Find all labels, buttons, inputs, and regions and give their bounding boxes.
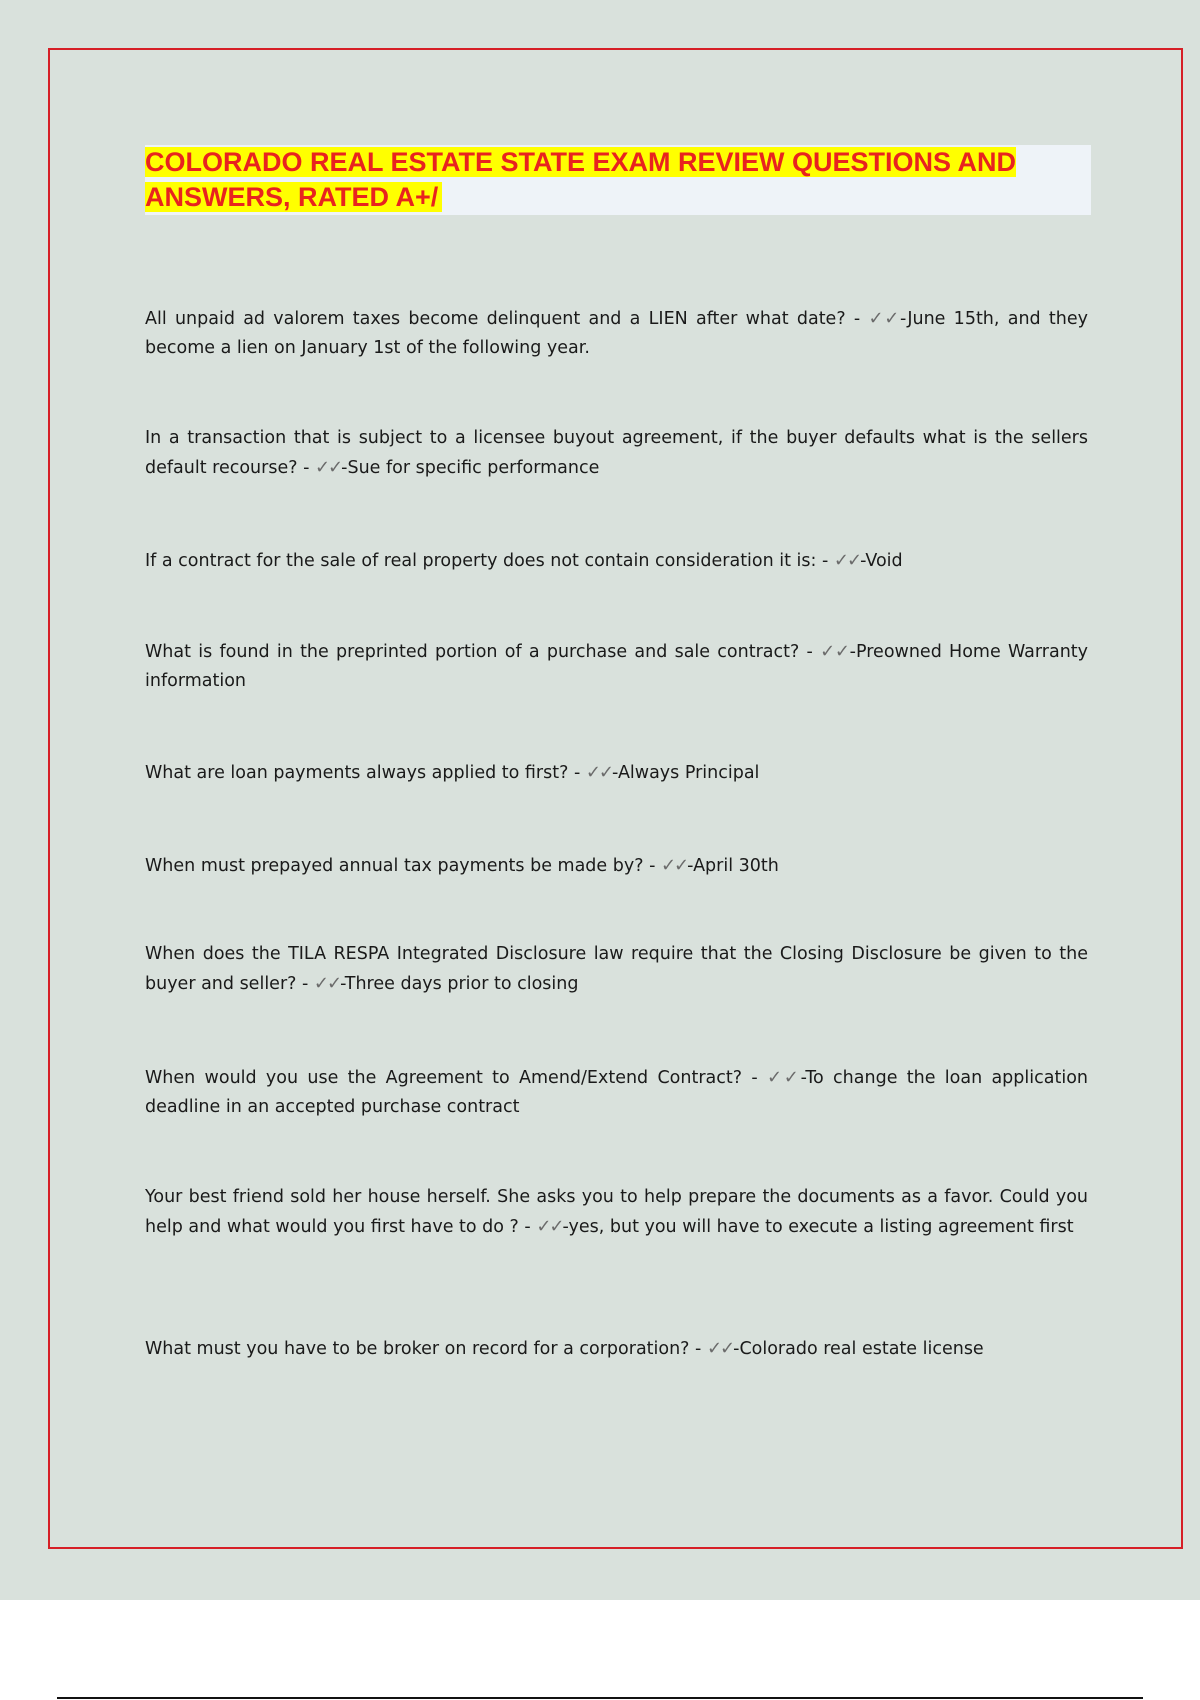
question-text: All unpaid ad valorem taxes become delinquent and a LIEN after what date? <box>145 309 846 329</box>
double-check-icon: ✓✓ <box>585 762 612 783</box>
qa-item: When must prepayed annual tax payments be made by? - ✓✓-April 30th <box>145 855 779 876</box>
qa-item: Your best friend sold her house herself. She asks you to help prepare the documents as a favor. Could you help and what would you first have to do ? - ✓✓-yes, but you will have to execute a listing agreement first <box>145 1187 1088 1237</box>
answer-text: June 15th, and they become a lien on January 1st of the following year. <box>145 309 1088 358</box>
question-text: Your best friend sold her house herself. She asks you to help prepare the documents as a favor. Could you help and what would you first have to do ? <box>145 1187 1088 1237</box>
answer-text: April 30th <box>693 856 779 876</box>
double-check-icon: ✓✓ <box>833 550 861 571</box>
page-border <box>48 48 1183 1549</box>
qa-item: When would you use the Agreement to Amend/Extend Contract? - ✓✓-To change the loan application deadline in an accepted purchase contract <box>145 1067 1088 1117</box>
question-text: When would you use the Agreement to Amend/Extend Contract? <box>145 1068 743 1088</box>
double-check-icon: ✓✓ <box>313 973 341 994</box>
double-check-icon: ✓✓ <box>314 457 342 478</box>
answer-text: Void <box>865 551 903 571</box>
qa-item: What are loan payments always applied to first? - ✓✓-Always Principal <box>145 762 760 783</box>
question-text: What must you have to be broker on record for a corporation? <box>145 1339 690 1359</box>
answer-text: yes, but you will have to execute a listing agreement first <box>568 1217 1074 1237</box>
double-check-icon: ✓✓ <box>868 308 901 329</box>
qa-item: If a contract for the sale of real property does not contain consideration it is: - ✓✓-Void <box>145 550 903 571</box>
double-check-icon: ✓✓ <box>766 1067 801 1088</box>
title-block <box>145 145 1091 215</box>
double-check-icon: ✓✓ <box>536 1216 563 1237</box>
answer-text: Colorado real estate license <box>739 1339 984 1359</box>
question-text: In a transaction that is subject to a licensee buyout agreement, if the buyer defaults what is the sellers default recourse? <box>145 428 1088 478</box>
question-text: When does the TILA RESPA Integrated Disclosure law require that the Closing Disclosure be given to the buyer and seller? <box>145 944 1088 994</box>
question-text: If a contract for the sale of real property does not contain consideration it is: <box>145 551 817 571</box>
title-text: COLORADO REAL ESTATE STATE EXAM REVIEW QUESTIONS AND ANSWERS, RATED A+/ <box>145 147 1017 212</box>
answer-text: Sue for specific performance <box>347 458 600 478</box>
qa-item: What is found in the preprinted portion of a purchase and sale contract? - ✓✓-Preowned Home Warranty information <box>145 641 1089 691</box>
answer-text: Three days prior to closing <box>344 974 579 994</box>
answer-text: To change the loan application deadline in an accepted purchase contract <box>145 1068 1088 1117</box>
answer-text: Preowned Home Warranty information <box>145 642 1089 691</box>
qa-item: All unpaid ad valorem taxes become delinquent and a LIEN after what date? - ✓✓-June 15th, and they become a lien on January 1st of the following year. <box>145 308 1088 358</box>
document-title <box>145 145 1091 215</box>
question-text: When must prepayed annual tax payments be made by? <box>145 856 644 876</box>
qa-item: What must you have to be broker on record for a corporation? - ✓✓-Colorado real estate license <box>145 1338 984 1359</box>
double-check-icon: ✓✓ <box>660 855 688 876</box>
question-text: What is found in the preprinted portion of a purchase and sale contract? <box>145 642 800 662</box>
double-check-icon: ✓✓ <box>706 1338 734 1359</box>
qa-item: In a transaction that is subject to a licensee buyout agreement, if the buyer defaults what is the sellers default recourse? - ✓✓-Sue for specific performance <box>145 428 1088 478</box>
double-check-icon: ✓✓ <box>820 641 850 662</box>
question-text: What are loan payments always applied to first? <box>145 763 569 783</box>
qa-item: When does the TILA RESPA Integrated Disclosure law require that the Closing Disclosure be given to the buyer and seller? - ✓✓-Three days prior to closing <box>145 944 1088 994</box>
footer-divider <box>57 1697 1143 1699</box>
answer-text: Always Principal <box>617 763 760 783</box>
